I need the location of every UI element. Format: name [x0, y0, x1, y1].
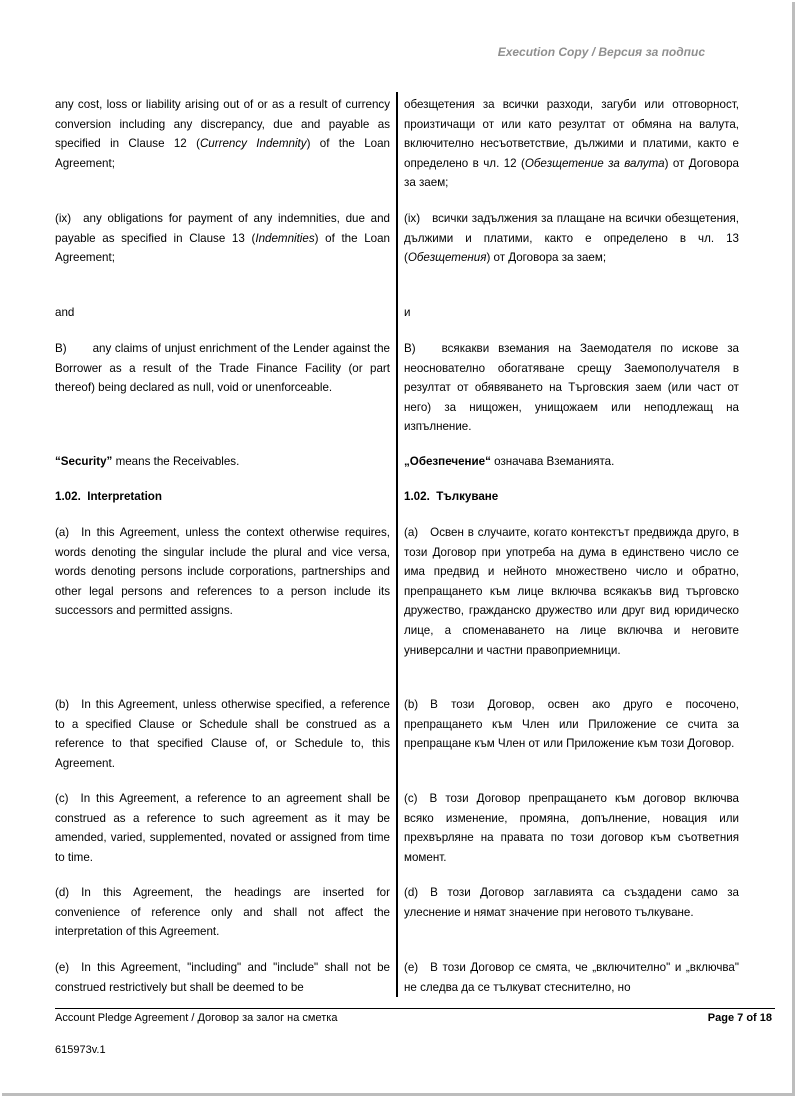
clause-b-en: (b) In this Agreement, unless otherwise specified, a reference to a specified Clause or Schedule shall be construed as a reference to that specified Clause of, or Schedule to, this Agreement.	[55, 698, 390, 770]
clause-b-bg: (b) В този Договор, освен ако друго е посочено, препращането към Член или Приложение се счита за препращане към Член от или Приложение към този Договор.	[404, 698, 739, 751]
column-divider	[396, 92, 398, 997]
section-heading-en: 1.02. Interpretation	[55, 490, 162, 503]
clause-currency-bg: обезщетения за всички разходи, загуби или отговорност, произтичащи от или като резултат от обмяна на валута, включително несъответствие, дължими и платими, както е определено в чл. 12 (Обезщетение за валута) от Договора за заем;	[404, 98, 739, 190]
clause-d-en: (d) In this Agreement, the headings are inserted for convenience of reference only and shall not affect the interpretation of this Agreement.	[55, 886, 390, 939]
clause-c-en: (c) In this Agreement, a reference to an agreement shall be construed as a reference to such agreement as it may be amended, varied, supplemented, novated or assigned from time to time.	[55, 792, 390, 864]
conjunction-bg: и	[404, 306, 411, 319]
page-number: Page 7 of 18	[707, 1012, 772, 1024]
clause-a-en: (a) In this Agreement, unless the context otherwise requires, words denoting the singular include the plural and vice versa, words denoting persons include corporations, partnerships and other legal persons and references to a person include its successors and permitted assigns.	[55, 526, 390, 618]
clause-b-claims-en: B) any claims of unjust enrichment of the Lender against the Borrower as a result of the Trade Finance Facility (or part thereof) being declared as null, void or unenforceable.	[55, 342, 390, 395]
clause-e-en: (e) In this Agreement, "including" and "include" shall not be construed restrictively but shall be deemed to be	[55, 961, 390, 994]
clause-a-bg: (a) Освен в случаите, когато контекстът предвижда друго, в този Договор при употреба на дума в единствено число се има предвид и нейното множествено число и обратно, препращането към лице включва всякакъв вид търговско дружество, гражданско дружество или друг вид юридическо лице, а споменаването на лице включва и неговите универсални и частни правоприемници.	[404, 526, 739, 657]
clause-c-bg: (c) В този Договор препращането към договор включва всяко изменение, промяна, допълнение, новация или прехвърляне на правата по този договор към съответния момент.	[404, 792, 739, 864]
footer-rule	[55, 1008, 775, 1009]
section-heading-bg: 1.02. Тълкуване	[404, 490, 499, 503]
definition-security-en: “Security” means the Receivables.	[55, 455, 240, 468]
execution-copy-header: Execution Copy / Версия за подпис	[497, 45, 705, 59]
document-reference: 615973v.1	[55, 1044, 106, 1056]
clause-ix-en: (ix) any obligations for payment of any indemnities, due and payable as specified in Clause 13 (Indemnities) of the Loan Agreement;	[55, 212, 391, 265]
clause-ix-bg: (ix) всички задължения за плащане на всички обезщетения, дължими и платими, както е определено в чл. 13 (Обезщетения) от Договора за заем;	[404, 212, 739, 265]
clause-b-claims-bg: B) всякакви вземания на Заемодателя по искове за неоснователно обогатяване срещу Заемополучателя в резултат от обявяването на Търговския заем (или част от него) за нищожен, унищожаем или неподлежащ на изпълнение.	[404, 342, 739, 434]
conjunction-en: and	[55, 306, 75, 319]
footer-title: Account Pledge Agreement / Договор за залог на сметка	[55, 1012, 338, 1024]
clause-currency-en: any cost, loss or liability arising out of or as a result of currency conversion including any discrepancy, due and payable as specified in Clause 12 (Currency Indemnity) of the Loan Agreement;	[55, 98, 390, 170]
clause-d-bg: (d) В този Договор заглавията са създадени само за улеснение и нямат значение при неговото тълкуване.	[404, 886, 739, 919]
clause-e-bg: (e) В този Договор се смята, че „включително" и „включва" не следва да се тълкуват стеснително, но	[404, 961, 739, 994]
definition-security-bg: „Обезпечение“ означава Вземанията.	[404, 455, 615, 468]
